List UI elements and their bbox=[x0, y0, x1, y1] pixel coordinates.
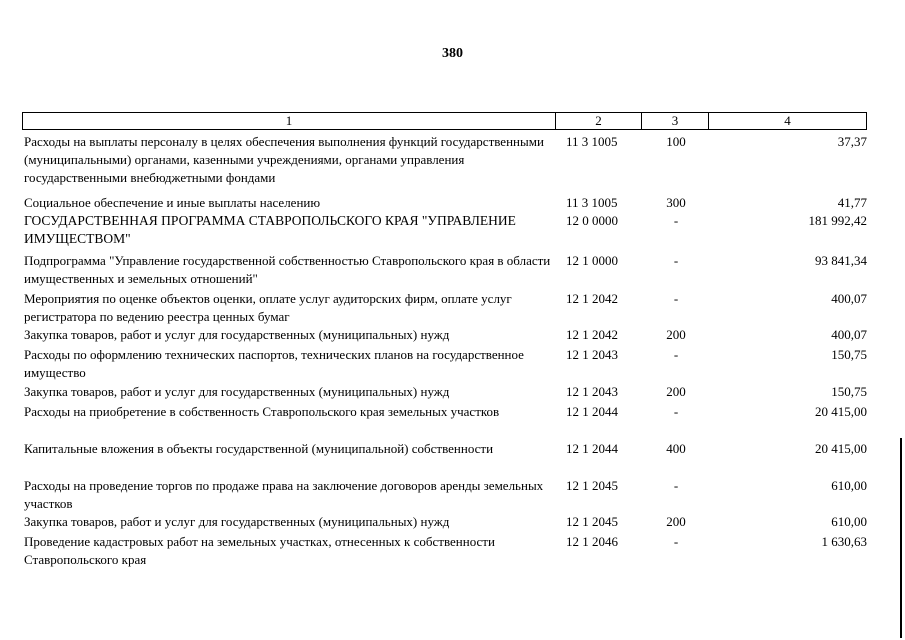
header-col-3: 3 bbox=[642, 113, 709, 129]
row-code: 12 1 2046 bbox=[566, 534, 618, 549]
header-col-4: 4 bbox=[784, 113, 791, 128]
row-sum: 150,75 bbox=[831, 384, 867, 399]
row-sum: 20 415,00 bbox=[815, 441, 867, 456]
row-type: 300 bbox=[666, 195, 686, 210]
row-sum: 400,07 bbox=[831, 327, 867, 342]
row-name: Социальное обеспечение и иные выплаты населению bbox=[24, 195, 321, 210]
table-row bbox=[24, 252, 867, 290]
row-sum: 41,77 bbox=[837, 195, 867, 210]
row-sum: 150,75 bbox=[831, 347, 867, 362]
row-sum: 93 841,34 bbox=[815, 253, 867, 268]
row-code: 11 3 1005 bbox=[566, 195, 618, 210]
row-type: - bbox=[673, 291, 679, 306]
row-name: Расходы на приобретение в собственность Ставропольского края земельных участков bbox=[24, 404, 500, 419]
row-code: 12 0 0000 bbox=[566, 213, 618, 228]
table-row bbox=[24, 212, 867, 252]
row-type: 100 bbox=[666, 134, 686, 149]
row-name: Расходы по оформлению технических паспортов, технических планов на государственное имущество bbox=[24, 347, 524, 380]
row-sum: 610,00 bbox=[831, 514, 867, 529]
row-sum: 610,00 bbox=[831, 478, 867, 493]
row-name: Капитальные вложения в объекты государственной (муниципальной) собственности bbox=[24, 441, 494, 456]
row-type: - bbox=[673, 347, 679, 362]
table-row bbox=[24, 477, 867, 513]
row-name: Проведение кадастровых работ на земельных участках, отнесенных к собственности Ставропольского края bbox=[24, 534, 495, 567]
row-name: ГОСУДАРСТВЕННАЯ ПРОГРАММА СТАВРОПОЛЬСКОГО КРАЯ "УПРАВЛЕНИЕ ИМУЩЕСТВОМ" bbox=[24, 213, 516, 246]
table-row bbox=[24, 346, 867, 383]
row-sum: 1 630,63 bbox=[821, 534, 867, 549]
table-row bbox=[24, 440, 867, 477]
table-row bbox=[24, 326, 867, 346]
row-type: 400 bbox=[666, 441, 686, 456]
row-type: - bbox=[673, 404, 679, 419]
table-header bbox=[22, 112, 867, 130]
row-code: 12 1 2044 bbox=[566, 404, 618, 419]
row-code: 12 1 2042 bbox=[566, 291, 618, 306]
header-col-2: 2 bbox=[556, 113, 642, 129]
table-row bbox=[24, 290, 867, 326]
row-code: 12 1 0000 bbox=[566, 253, 618, 268]
row-type: 200 bbox=[666, 384, 686, 399]
row-type: - bbox=[673, 478, 679, 493]
row-code: 12 1 2045 bbox=[566, 478, 618, 493]
row-type: 200 bbox=[666, 327, 686, 342]
row-name: Подпрограмма "Управление государственной собственностью Ставропольского края в области имущественных и земельных отношений" bbox=[24, 253, 551, 286]
table-row bbox=[24, 133, 867, 194]
row-name: Закупка товаров, работ и услуг для государственных (муниципальных) нужд bbox=[24, 514, 450, 529]
row-code: 12 1 2044 bbox=[566, 441, 618, 456]
row-type: - bbox=[673, 534, 679, 549]
row-code: 12 1 2043 bbox=[566, 347, 618, 362]
row-sum: 400,07 bbox=[831, 291, 867, 306]
row-name: Расходы на выплаты персоналу в целях обеспечения выполнения функций государственными (муниципальными) органами, казенными учреждениями, органами управления государственными внебюджетными фондами bbox=[24, 134, 544, 185]
row-code: 11 3 1005 bbox=[566, 134, 618, 149]
row-type: 200 bbox=[666, 514, 686, 529]
table-row bbox=[24, 513, 867, 533]
row-code: 12 1 2042 bbox=[566, 327, 618, 342]
page-number: 380 bbox=[442, 46, 463, 61]
row-name: Мероприятия по оценке объектов оценки, оплате услуг аудиторских фирм, оплате услуг регистратора по ведению реестра ценных бумаг bbox=[24, 291, 512, 324]
row-name: Закупка товаров, работ и услуг для государственных (муниципальных) нужд bbox=[24, 384, 450, 399]
table-row bbox=[24, 403, 867, 440]
row-name: Закупка товаров, работ и услуг для государственных (муниципальных) нужд bbox=[24, 327, 450, 342]
row-name: Расходы на проведение торгов по продаже права на заключение договоров аренды земельных участков bbox=[24, 478, 544, 511]
table-row bbox=[24, 194, 867, 212]
header-col-1: 1 bbox=[23, 113, 556, 129]
row-code: 12 1 2043 bbox=[566, 384, 618, 399]
row-code: 12 1 2045 bbox=[566, 514, 618, 529]
scan-edge-line bbox=[900, 438, 902, 638]
row-sum: 20 415,00 bbox=[815, 404, 867, 419]
row-sum: 181 992,42 bbox=[808, 213, 867, 228]
table-body bbox=[24, 133, 867, 571]
row-type: - bbox=[673, 213, 679, 228]
table-row bbox=[24, 533, 867, 571]
row-sum: 37,37 bbox=[837, 134, 867, 149]
row-type: - bbox=[673, 253, 679, 268]
table-row bbox=[24, 383, 867, 403]
